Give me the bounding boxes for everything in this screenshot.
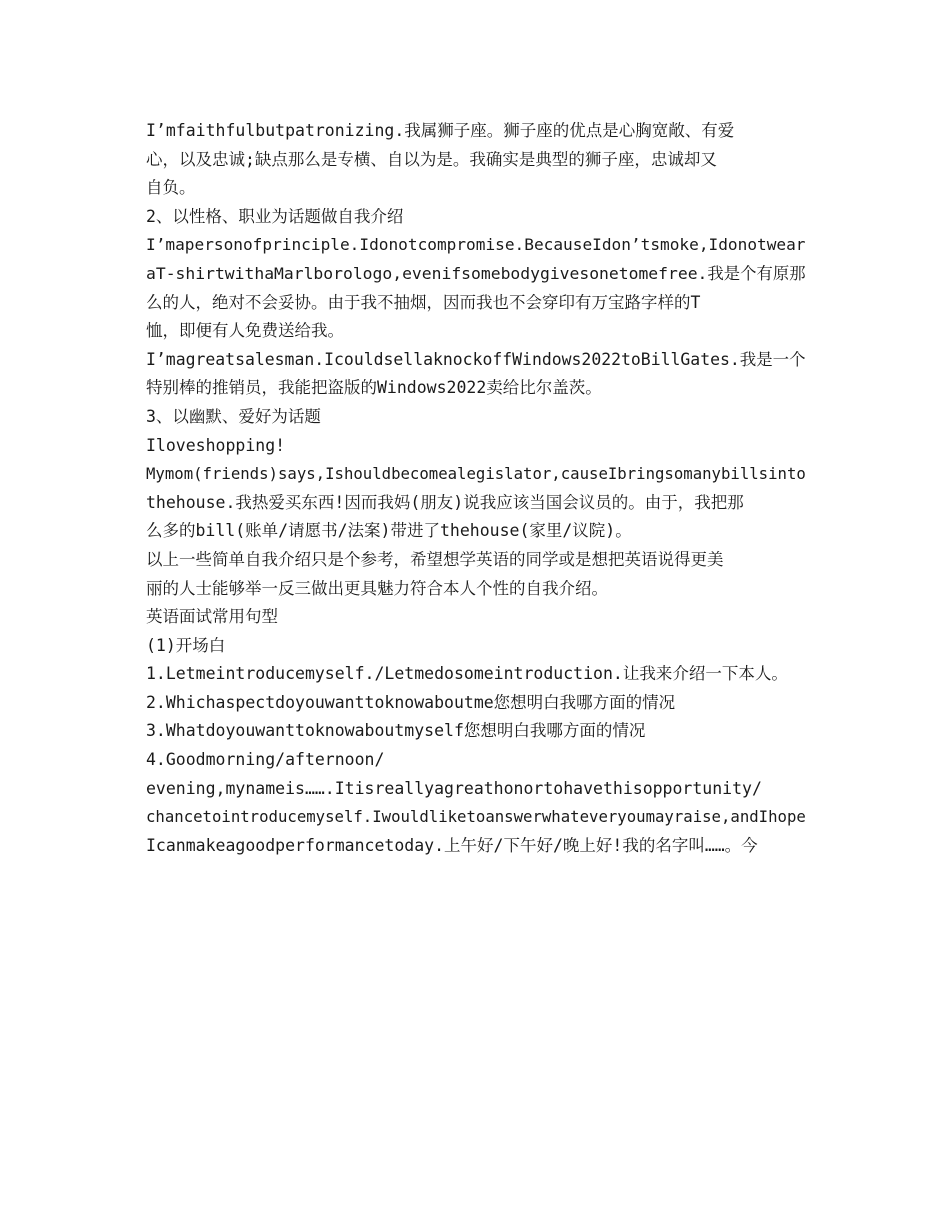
- text-line: I’mapersonofprinciple.Idonotcompromise.BecauseIdon’tsmoke,Idonotwear: [146, 235, 806, 255]
- text-line: 以上一些简单自我介绍只是个参考，希望想学英语的同学或是想把英语说得更美: [146, 549, 724, 569]
- text-line: I’mfaithfulbutpatronizing.我属狮子座。狮子座的优点是心胸宽敞、有爱: [146, 121, 735, 140]
- document-body: [146, 117, 806, 860]
- text-line: thehouse.我热爱买东西!因而我妈(朋友)说我应该当国会议员的。由于，我把那: [146, 492, 744, 512]
- text-line: Iloveshopping!: [146, 435, 286, 455]
- text-line: 自负。: [146, 178, 196, 198]
- text-line: I’magreatsalesman.IcouldsellaknockoffWindows2022toBillGates.我是一个: [146, 349, 806, 369]
- section-heading: 英语面试常用句型: [146, 607, 278, 627]
- text-line: 2.Whichaspectdoyouwanttoknowaboutme您想明白我哪方面的情况: [146, 692, 676, 712]
- text-line: 特别棒的推销员，我能把盗版的Windows2022卖给比尔盖茨。: [146, 378, 602, 398]
- section-heading: 2、以性格、职业为话题做自我介绍: [146, 206, 404, 226]
- text-line: Icanmakeagoodperformancetoday.上午好/下午好/晚上好!我的名字叫……。今: [146, 835, 758, 855]
- text-line: 心，以及忠诚;缺点那么是专横、自以为是。我确实是典型的狮子座，忠诚却又: [146, 149, 717, 169]
- text-line: 3.Whatdoyouwanttoknowaboutmyself您想明白我哪方面的情况: [146, 721, 646, 741]
- section-heading: 3、以幽默、爱好为话题: [146, 406, 321, 426]
- text-line: Mymom(friends)says,Ishouldbecomealegislator,causeIbringsomanybillsinto: [146, 464, 806, 484]
- subsection-heading: (1)开场白: [146, 635, 226, 655]
- text-line: 1.Letmeintroducemyself./Letmedosomeintroduction.让我来介绍一下本人。: [146, 664, 788, 684]
- text-line: 恤，即便有人免费送给我。: [146, 321, 344, 341]
- text-line: 丽的人士能够举一反三做出更具魅力符合本人个性的自我介绍。: [146, 578, 608, 598]
- text-line: aT-shirtwithaMarlborologo,evenifsomebodygivesonetomefree.我是个有原那: [146, 263, 806, 283]
- text-line: 4.Goodmorning/afternoon/: [146, 750, 385, 770]
- text-line: evening,mynameis…….Itisreallyagreathonortohavethisopportunity/: [146, 778, 762, 798]
- text-line: chancetointroducemyself.Iwouldliketoanswerwhateveryoumayraise,andIhope: [146, 807, 806, 827]
- text-line: 么多的bill(账单/请愿书/法案)带进了thehouse(家里/议院)。: [146, 521, 632, 541]
- text-line: 么的人，绝对不会妥协。由于我不抽烟，因而我也不会穿印有万宝路字样的T: [146, 292, 701, 312]
